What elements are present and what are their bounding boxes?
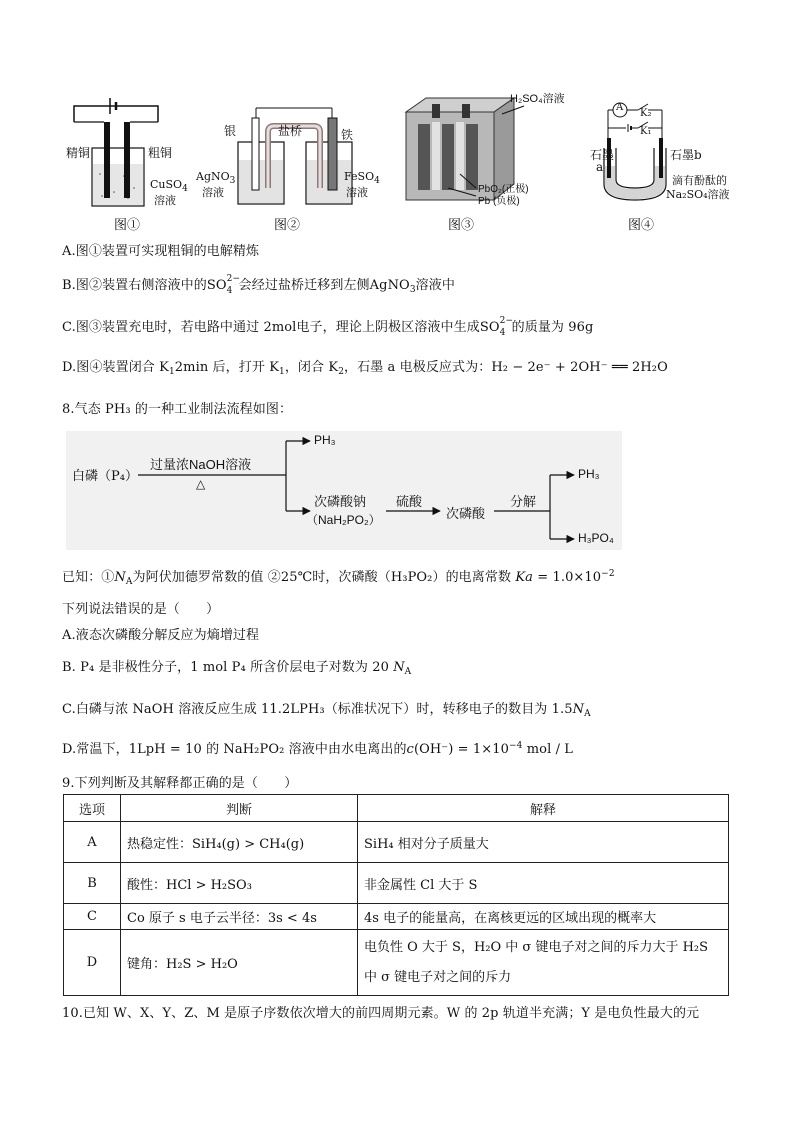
ph3-process-flowchart bbox=[66, 431, 622, 550]
explanation-line-2: 中 σ 键电子对之间的斥力 bbox=[364, 969, 512, 985]
label-agno3-solution: 溶液 bbox=[202, 186, 224, 199]
q8-option-b: B. P₄ 是非极性分子，1 mol P₄ 所含价层电子对数为 20 $N_A$ bbox=[62, 660, 412, 677]
label-k1: K₁ bbox=[640, 126, 652, 137]
ammeter-label: A bbox=[616, 102, 624, 113]
label-h2so4: H₂SO₄溶液 bbox=[510, 93, 565, 105]
flow-reagent-naoh: 过量浓NaOH溶液 bbox=[150, 457, 252, 472]
caption-figure-1: 图① bbox=[114, 218, 141, 233]
label-pb-negative: Pb (负极) bbox=[478, 196, 520, 207]
cell-option: B bbox=[64, 863, 121, 904]
flow-product-h3po4: H₃PO₄ bbox=[578, 531, 614, 545]
q9-table bbox=[63, 794, 729, 996]
label-iron: 铁 bbox=[341, 128, 354, 142]
flow-white-phosphorus: 白磷（P₄） bbox=[72, 469, 138, 484]
flow-sulfuric-acid: 硫酸 bbox=[396, 495, 423, 510]
flow-sodium-hypophosphite: 次磷酸钠 bbox=[314, 495, 367, 510]
label-feso4: FeSO$_4$ bbox=[344, 170, 380, 186]
label-graphite-a: 石墨 bbox=[590, 148, 615, 162]
q8-option-c: C.白磷与浓 NaOH 溶液反应生成 11.2LPH₃（标准状况下）时，转移电子的数目为 $1.5N_A$ bbox=[62, 702, 591, 719]
table-row bbox=[64, 822, 729, 863]
caption-figure-4: 图④ bbox=[628, 218, 655, 233]
cell-option: A bbox=[64, 822, 121, 863]
table-row bbox=[64, 930, 729, 996]
flow-product-ph3: PH₃ bbox=[314, 433, 336, 447]
q8-option-d: D.常温下，1LpH = 10 的 NaH₂PO₂ 溶液中由水电离出的$c(OH^-) = 1\times 10^{-4}$ mol / L bbox=[62, 741, 574, 757]
q8-known-conditions: 已知：$①N_A$为阿伏加德罗常数的值 ②25℃时，次磷酸（H₃PO₂）的电离常数 $Ka = 1.0\times 10^{-2}$ bbox=[62, 569, 615, 587]
label-pbo2-positive: PbO₂(正极) bbox=[478, 184, 529, 195]
figure-1-electrolysis bbox=[62, 92, 190, 210]
q10-stem: 10.已知 W、X、Y、Z、M 是原子序数依次增大的前四周期元素。W 的 2p 轨道半充满；Y 是电负性最大的元 bbox=[62, 1006, 700, 1021]
label-phenolphthalein: 滴有酚酞的 bbox=[672, 174, 727, 187]
label-graphite-a-letter: a bbox=[596, 160, 604, 174]
cell-judgment: 热稳定性：SiH₄(g) > CH₄(g) bbox=[121, 822, 358, 863]
label-pure-copper: 精铜 bbox=[66, 146, 91, 160]
header-judgment: 判断 bbox=[121, 795, 358, 822]
table-row bbox=[64, 904, 729, 930]
cell-option: C bbox=[64, 904, 121, 930]
cell-judgment: Co 原子 s 电子云半径：3s < 4s bbox=[121, 904, 358, 930]
header-explanation: 解释 bbox=[358, 795, 729, 822]
cell-judgment: 酸性：HCl > H₂SO₃ bbox=[121, 863, 358, 904]
q7-option-d: D.图④装置闭合 $K_12\min$ 后，打开 $K_1$，闭合 $K_2$，石墨 a 电极反应式为：H₂ − 2e⁻ + 2OH⁻ ══ 2H₂O bbox=[62, 360, 668, 377]
flow-nah2po2: （NaH₂PO₂） bbox=[306, 513, 381, 527]
q7-option-a: A.图①装置可实现粗铜的电解精炼 bbox=[62, 244, 260, 259]
caption-figure-3: 图③ bbox=[448, 218, 475, 233]
label-feso4-solution: 溶液 bbox=[346, 186, 368, 199]
q8-ask: 下列说法错误的是（ ） bbox=[62, 602, 220, 617]
label-na2so4-solution: Na₂SO₄溶液 bbox=[666, 188, 730, 201]
label-cuso4: CuSO$_4$ bbox=[150, 178, 188, 194]
label-salt-bridge: 盐桥 bbox=[278, 124, 303, 138]
table-header-row bbox=[64, 795, 729, 822]
cell-explanation: SiH₄ 相对分子质量大 bbox=[358, 822, 729, 863]
flow-product-ph3-2: PH₃ bbox=[578, 467, 600, 481]
figure-3-lead-acid-battery bbox=[398, 92, 578, 210]
cell-explanation bbox=[358, 930, 729, 996]
cell-explanation: 非金属性 Cl 大于 S bbox=[358, 863, 729, 904]
flow-decompose: 分解 bbox=[510, 495, 537, 510]
q9-stem: 9.下列判断及其解释都正确的是（ ） bbox=[62, 776, 298, 791]
q8-stem: 8.气态 PH₃ 的一种工业制法流程如图： bbox=[62, 402, 293, 417]
figure-4-u-tube-cell bbox=[590, 92, 740, 210]
header-option: 选项 bbox=[64, 795, 121, 822]
table-row bbox=[64, 863, 729, 904]
label-silver: 银 bbox=[224, 124, 237, 138]
q7-option-c: C.图③装置充电时，若电路中通过 2mol电子，理论上阴极区溶液中生成SO 2− 4 的质量为 96g bbox=[62, 316, 594, 338]
caption-figure-2: 图② bbox=[274, 218, 301, 233]
q8-option-a: A.液态次磷酸分解反应为熵增过程 bbox=[62, 628, 260, 643]
cell-explanation: 4s 电子的能量高，在离核更远的区域出现的概率大 bbox=[358, 904, 729, 930]
cell-judgment: 键角：H₂S > H₂O bbox=[121, 930, 358, 996]
flow-hypophosphorous-acid: 次磷酸 bbox=[446, 507, 486, 522]
label-crude-copper: 粗铜 bbox=[148, 146, 173, 160]
label-agno3: AgNO$_3$ bbox=[196, 170, 236, 186]
label-k2: K₂ bbox=[640, 108, 652, 119]
q7-option-b: B.图②装置右侧溶液中的SO 2− 4 会经过盐桥迁移到左侧AgNO$_3$溶液中 bbox=[62, 274, 455, 296]
label-graphite-b: 石墨b bbox=[670, 148, 702, 162]
explanation-line-1: 电负性 O 大于 S，H₂O 中 σ 键电子对之间的斥力大于 H₂S bbox=[364, 939, 709, 955]
flow-heat-symbol: △ bbox=[196, 477, 206, 491]
cell-option: D bbox=[64, 930, 121, 996]
figure-2-galvanic-cell bbox=[196, 92, 380, 210]
label-cuso4-solution: 溶液 bbox=[154, 194, 176, 207]
